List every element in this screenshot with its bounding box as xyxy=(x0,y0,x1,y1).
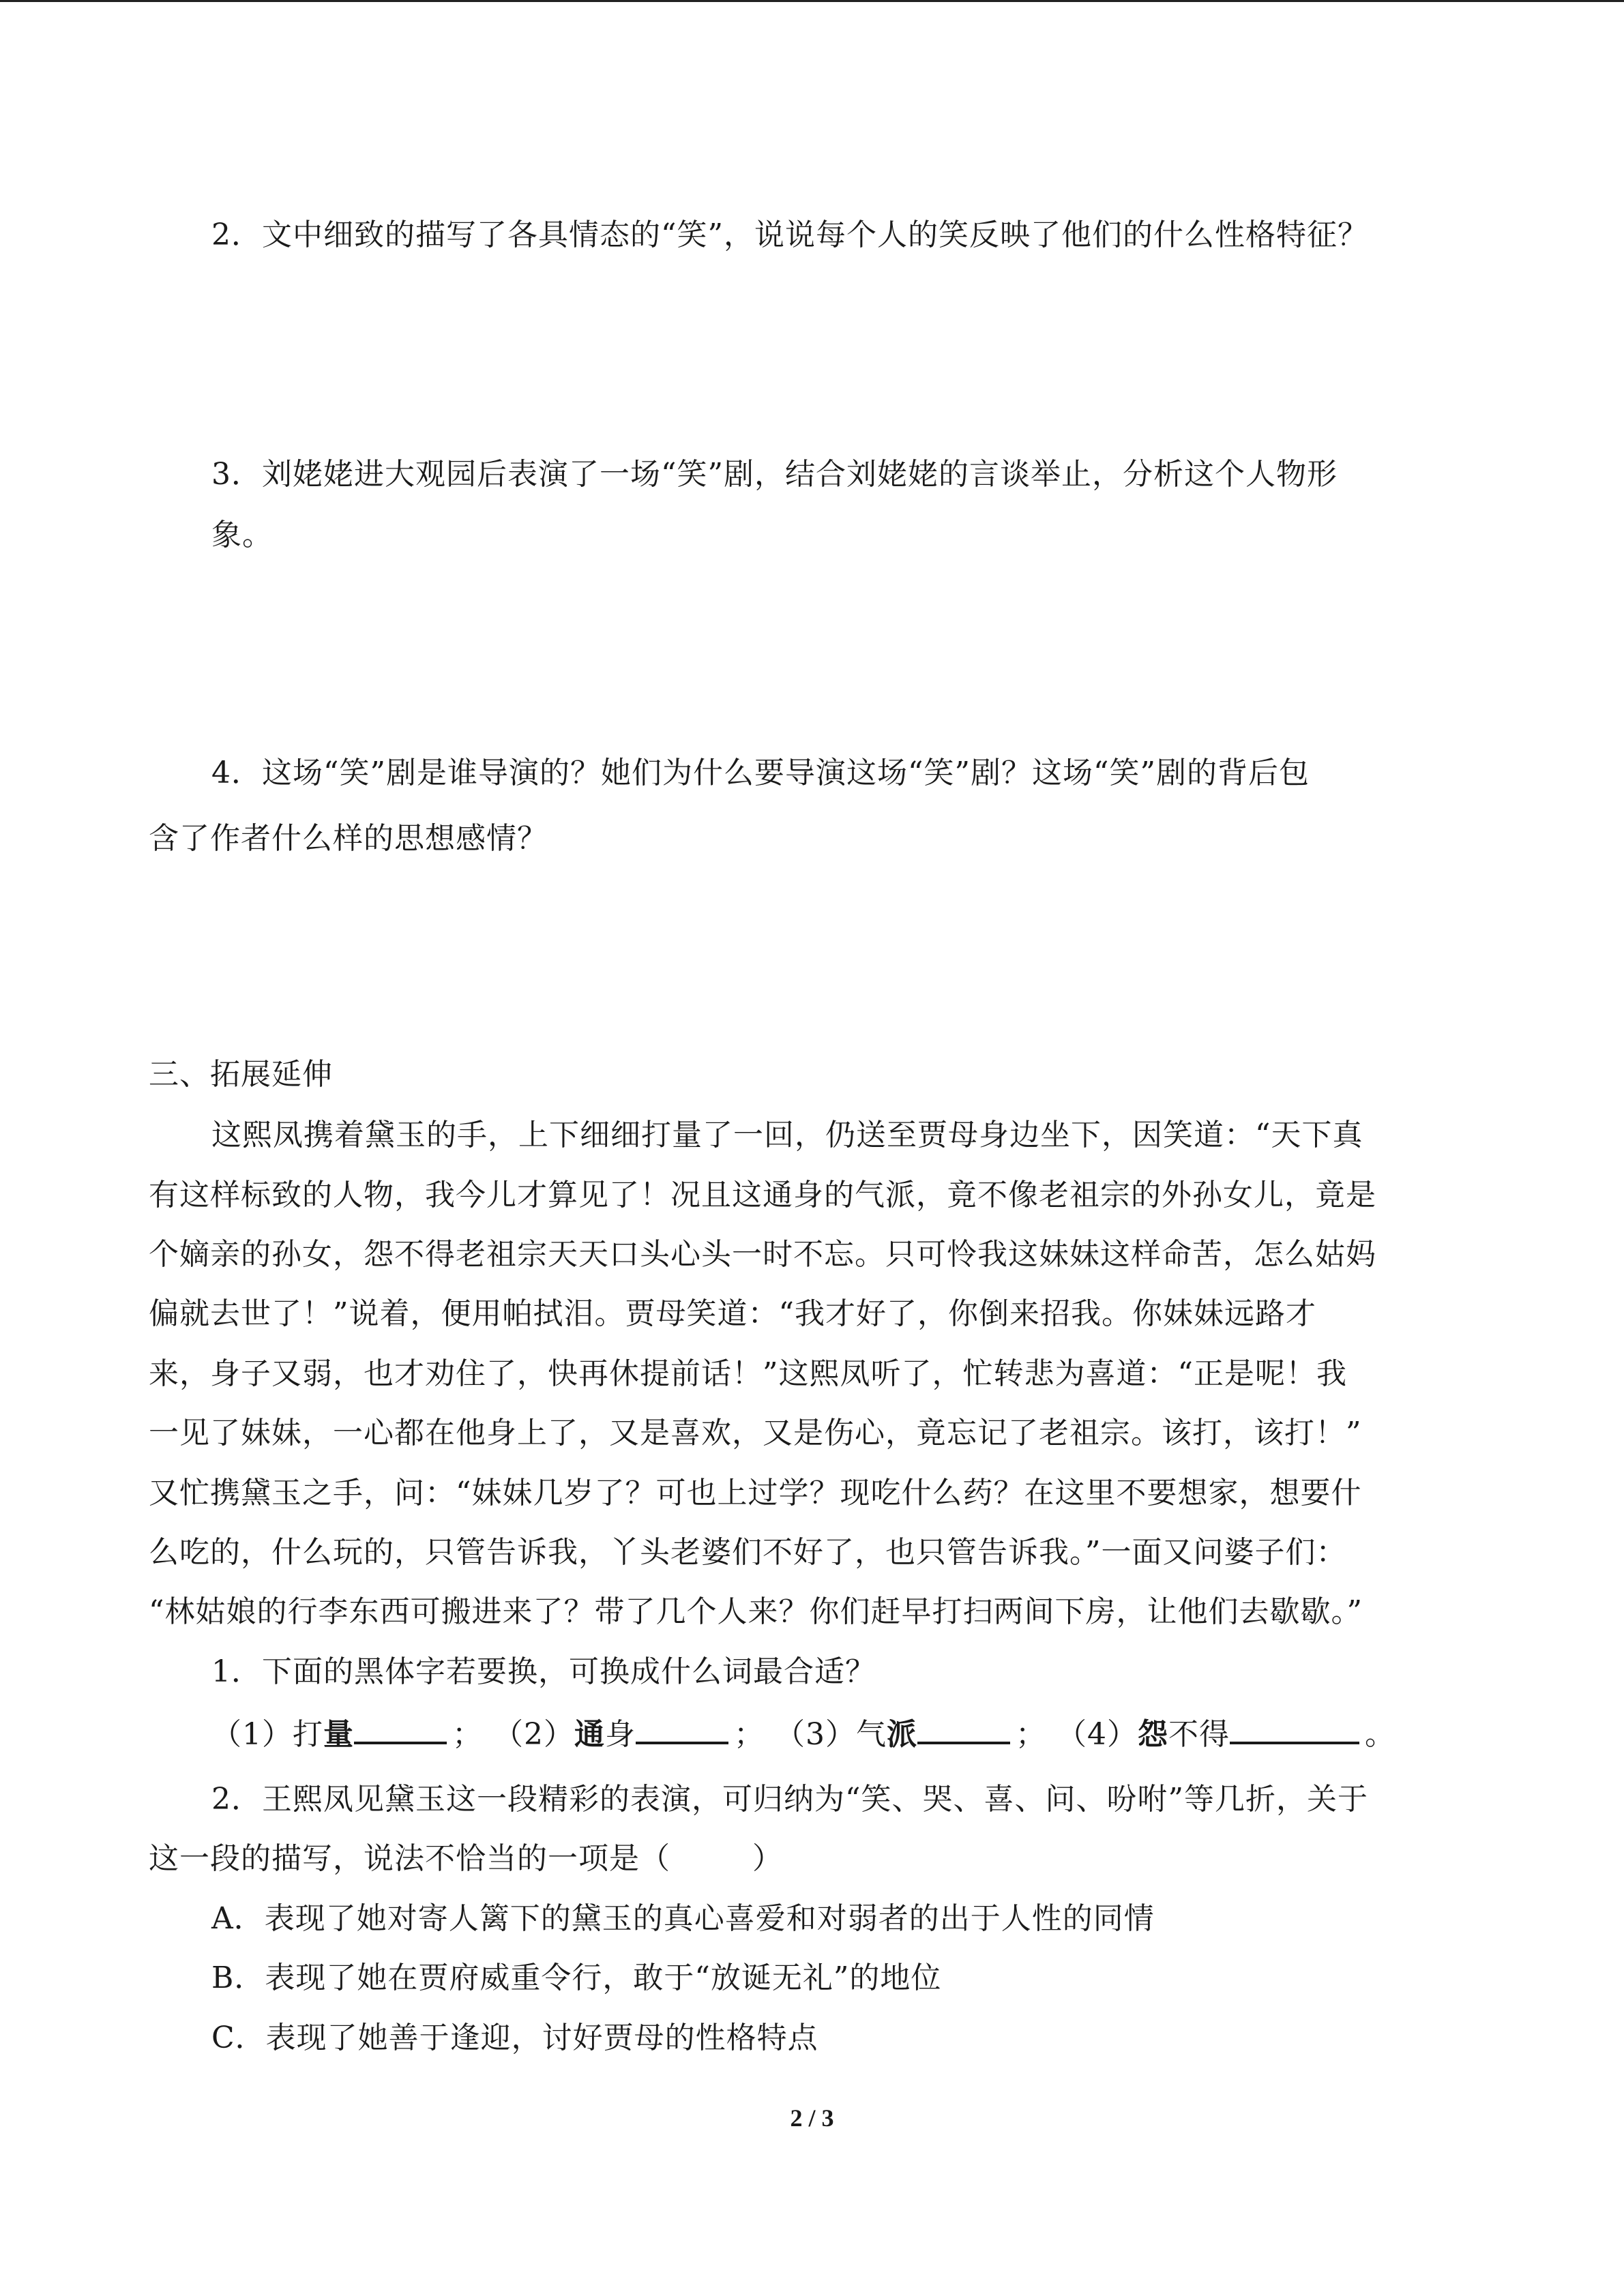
question-4-line-1: 4．这场“笑”剧是谁导演的？她们为什么要导演这场“笑”剧？这场“笑”剧的背后包 xyxy=(211,756,1310,790)
section-3-question-1: 1．下面的黑体字若要换，可换成什么词最合适？ xyxy=(211,1654,876,1689)
question-3-line-1: 3．刘姥姥进大观园后表演了一场“笑”剧，结合刘姥姥的言谈举止，分析这个人物形 xyxy=(211,457,1338,492)
page-number: 2 / 3 xyxy=(790,2104,834,2132)
separator: ； xyxy=(1016,1717,1046,1752)
section-3-heading: 三、拓展延伸 xyxy=(149,1057,333,1092)
bold-word-1: 量 xyxy=(323,1717,354,1752)
bold-word-4: 怨 xyxy=(1138,1717,1168,1752)
section-3-question-2-line-2 xyxy=(149,1838,783,1879)
bold-word-3: 派 xyxy=(887,1717,917,1752)
page-top-border xyxy=(0,0,1624,2)
passage-line: 偏就去世了！”说着，便用帕拭泪。贾母笑道：“我才好了，你倒来招我。你妹妹远路才 xyxy=(149,1296,1316,1331)
fill-in-blanks-row xyxy=(211,1712,1396,1755)
passage-line: “林姑娘的行李东西可搬进来了？带了几个人来？你们赶早打扫两间下房，让他们去歇歇。” xyxy=(149,1594,1363,1629)
blank-2-suffix: 身 xyxy=(605,1717,636,1752)
end-mark: 。 xyxy=(1365,1717,1396,1752)
passage-line: 一见了妹妹，一心都在他身上了，又是喜欢，又是伤心，竟忘记了老祖宗。该打，该打！” xyxy=(149,1416,1362,1450)
passage-line: 这熙凤携着黛玉的手，上下细细打量了一回，仍送至贾母身边坐下，因笑道：“天下真 xyxy=(211,1118,1363,1152)
blank-1-prefix: （1）打 xyxy=(211,1717,323,1752)
passage-line: 来，身子又弱，也才劝住了，快再休提前话！”这熙凤听了，忙转悲为喜道：“正是呢！我 xyxy=(149,1356,1347,1391)
blank-2-prefix: （2） xyxy=(493,1717,574,1752)
bold-word-2: 通 xyxy=(574,1717,605,1752)
option-c[interactable]: C．表现了她善于逢迎，讨好贾母的性格特点 xyxy=(211,2021,818,2055)
question-2-close-paren: ） xyxy=(752,1841,783,1876)
option-b[interactable]: B．表现了她在贾府威重令行，敢于“放诞无礼”的地位 xyxy=(211,1960,942,1995)
question-2-stem: 这一段的描写，说法不恰当的一项是（ xyxy=(149,1841,670,1876)
passage-line: 个嫡亲的孙女，怨不得老祖宗天天口头心头一时不忘。只可怜我这妹妹这样命苦，怎么姑妈 xyxy=(149,1237,1376,1272)
answer-blank-4[interactable] xyxy=(1230,1712,1359,1744)
blank-4-suffix: 不得 xyxy=(1168,1717,1230,1752)
answer-blank-3[interactable] xyxy=(917,1712,1010,1744)
question-2: 2．文中细致的描写了各具情态的“笑”，说说每个人的笑反映了他们的什么性格特征？ xyxy=(211,218,1368,252)
blank-4-prefix: （4） xyxy=(1057,1717,1138,1752)
passage-line: 么吃的，什么玩的，只管告诉我，丫头老婆们不好了，也只管告诉我。”一面又问婆子们： xyxy=(149,1535,1347,1570)
question-4-line-2: 含了作者什么样的思想感情？ xyxy=(149,821,548,856)
passage-line: 又忙携黛玉之手，问：“妹妹几岁了？可也上过学？现吃什么药？在这里不要想家，想要什 xyxy=(149,1476,1362,1510)
passage-line: 有这样标致的人物，我今儿才算见了！况且这通身的气派，竟不像老祖宗的外孙女儿，竟是 xyxy=(149,1178,1376,1212)
section-3-question-2-line-1: 2．王熙凤见黛玉这一段精彩的表演，可归纳为“笑、哭、喜、问、吩咐”等几折，关于 xyxy=(211,1782,1368,1817)
option-a[interactable]: A．表现了她对寄人篱下的黛玉的真心喜爱和对弱者的出于人性的同情 xyxy=(211,1901,1155,1936)
answer-blank-1[interactable] xyxy=(354,1712,447,1744)
separator: ； xyxy=(734,1717,765,1752)
question-3-line-2: 象。 xyxy=(211,518,273,552)
answer-blank-2[interactable] xyxy=(636,1712,728,1744)
separator: ； xyxy=(452,1717,483,1752)
blank-3-prefix: （3）气 xyxy=(775,1717,887,1752)
